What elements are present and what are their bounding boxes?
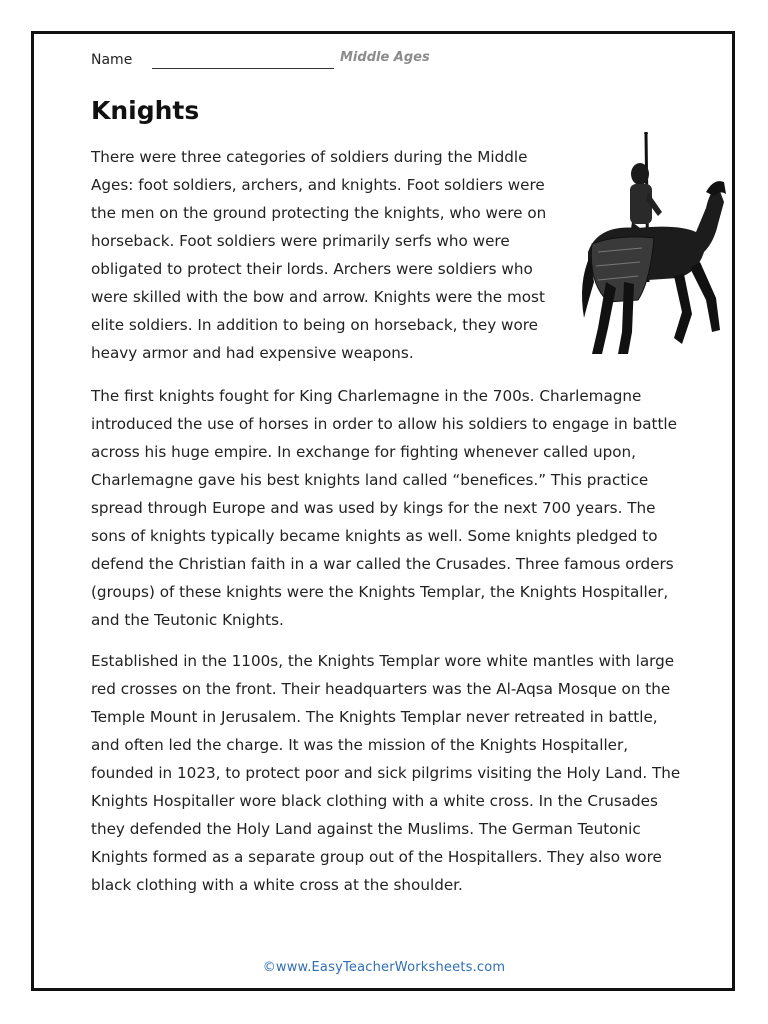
paragraph-2: The first knights fought for King Charlemagne in the 700s. Charlemagne introduced the use of horses in order to allow his soldiers to engage in battle across his huge empire. In exchange for fighting whenever called upon, Charlemagne gave his best knights land called “benefices.” This practice spread through Europe and was used by kings for the next 700 years. The sons of knights typically became knights as well. Some knights pledged to defend the Christian faith in a war called the Crusades. Three famous orders (groups) of these knights were the Knights Templar, the Knights Hospitaller, and the Teutonic Knights. <box>91 387 677 629</box>
paragraph-1: There were three categories of soldiers during the Middle Ages: foot soldiers, archers, and knights. Foot soldiers were the men on the ground protecting the knights, who were on horseback. Foot soldiers were primarily serfs who were obligated to protect their lords. Archers were soldiers who were skilled with the bow and arrow. Knights were the most elite soldiers. In addition to being on horseback, they wore heavy armor and had expensive weapons. <box>91 148 547 362</box>
knight-on-horse-icon <box>578 132 728 360</box>
topic-label: Middle Ages <box>340 50 430 65</box>
name-label: Name <box>91 52 133 68</box>
page-title: Knights <box>91 96 200 125</box>
name-row <box>91 48 132 72</box>
name-input-line[interactable] <box>152 68 334 69</box>
footer-link[interactable]: ©www.EasyTeacherWorksheets.com <box>262 960 506 975</box>
paragraph-3: Established in the 1100s, the Knights Templar wore white mantles with large red crosses on the front. Their headquarters was the Al-Aqsa Mosque on the Temple Mount in Jerusalem. The Knights Templar never retreated in battle, and often led the charge. It was the mission of the Knights Hospitaller, founded in 1023, to protect poor and sick pilgrims visiting the Holy Land. The Knights Hospitaller wore black clothing with a white cross. In the Crusades they defended the Holy Land against the Muslims. The German Teutonic Knights formed as a separate group out of the Hospitallers. They also wore black clothing with a white cross at the shoulder. <box>91 652 681 894</box>
